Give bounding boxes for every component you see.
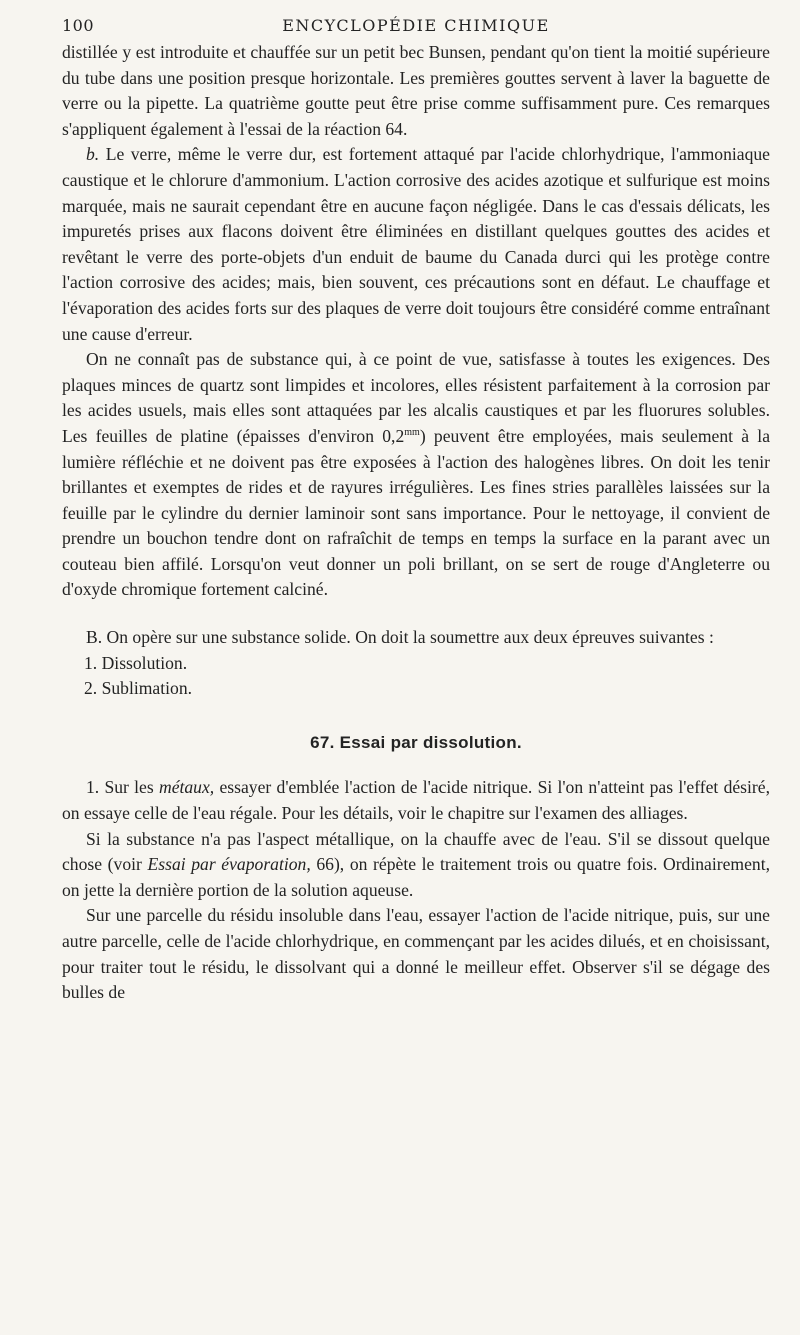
paragraph-residue [62,903,770,1005]
paragraph-text: distillée y est introduite et chauffée sur un petit bec Bunsen, pendant qu'on tient la moitié supérieure du tube dans une position presque horizontale. Les premières gouttes servent à laver la baguette de verre ou la pipette. La quatrième goutte peut être prise comme suffisamment pure. Ces remarques s'appliquent également à l'essai de la réaction 64. [62,42,770,139]
paragraph-continuation [62,40,770,142]
body-text [62,40,770,1006]
unit-superscript: mm [404,427,420,439]
paragraph-text: On ne connaît pas de substance qui, à ce point de vue, satisfasse à toutes les exigences. Des plaques minces de quartz sont limpides et incolores, elles résistent parfaitement à la corrosion par les acides usuels, mais elles sont attaquées par les alcalis caustiques et par les fluorures solubles. Les feuilles de platine (épaisses d'environ 0,2 [62,349,770,446]
paragraph-text: 66), on répète le traitement trois ou quatre fois. Ordinairement, on jette la dernière portion de la solution aqueuse. [62,854,770,900]
emphasis-text: métaux, [158,777,215,798]
paragraph-text: Sur une parcelle du résidu insoluble dans l'eau, essayer l'action de l'acide nitrique, puis, sur une autre parcelle, celle de l'acide chlorhydrique, en commençant par les acides dilués, et en choisissant, pour traiter tout le résidu, le dissolvant qui a donné le meilleur effet. Observer s'il se dégage des bulles de [62,905,770,1003]
page-number: 100 [62,16,95,35]
section-heading: 67. Essai par dissolution. [310,732,522,752]
paragraph-text: essayer d'emblée l'action de l'acide nitrique. Si l'on n'atteint pas l'effet désiré, on essaye celle de l'eau régale. Pour les détails, voir le chapitre sur l'examen des alliages. [62,777,770,824]
list-item: 2. Sublimation. [84,678,193,699]
book-page [62,10,770,1006]
page-header [62,10,770,40]
running-title: ENCYCLOPÉDIE CHIMIQUE [282,16,550,35]
paragraph-text: ) peuvent être employées, mais seulement à la lumière réfléchie et ne doivent pas être exposées à l'action des halogènes libres. On doit les tenir brillantes et exemptes de rides et de rayures irrégulières. Les fines stries parallèles laissées sur la feuille par le cylindre du dernier laminoir sont sans importance. Pour le nettoyage, il convient de prendre un bouchon tendre dont on rafraîchit de temps en temps la surface en la parant avec un couteau bien affilé. Lorsqu'on veut donner un poli brillant, on se sert de rouge d'Angleterre ou d'oxyde chromique fortement calciné. [62,425,771,600]
paragraph-solid-substance [62,625,770,651]
list-item: 1. Dissolution. [84,652,188,673]
emphasis-text: Essai par évaporation, [147,854,311,875]
paragraph-b [62,142,770,347]
paragraph-text: Le verre, même le verre dur, est fortement attaqué par l'acide chlorhydrique, l'ammoniaque caustique et le chlorure d'ammonium. L'action corrosive des acides azotique et sulfurique est moins marquée, mais ne saurait cependant être en aucune façon négligée. Dans le cas d'essais délicats, les impuretés prises aux flacons doivent être éliminées en distillant quelques gouttes des acides et revêtant le verre des porte-objets d'un enduit de baume du Canada durci qui les protège contre l'action corrosive des acides; mais, bien souvent, ces précautions sont en défaut. Le chauffage et l'évaporation des acides forts sur des plaques de verre doit toujours être considéré comme entraînant une cause d'erreur. [62,144,770,344]
paragraph-text: Si la substance n'a pas l'aspect métallique, on la chauffe avec de l'eau. S'il se dissout quelque chose (voir [62,828,770,875]
paragraph-text: B. On opère sur une substance solide. On doit la soumettre aux deux épreuves suivantes : [86,627,714,648]
paragraph-metals [62,775,770,826]
paragraph-non-metallic [62,827,770,904]
paragraph-text: 1. Sur les [86,777,159,798]
paragraph-substances [62,347,770,603]
paragraph-label: b. [86,144,100,165]
